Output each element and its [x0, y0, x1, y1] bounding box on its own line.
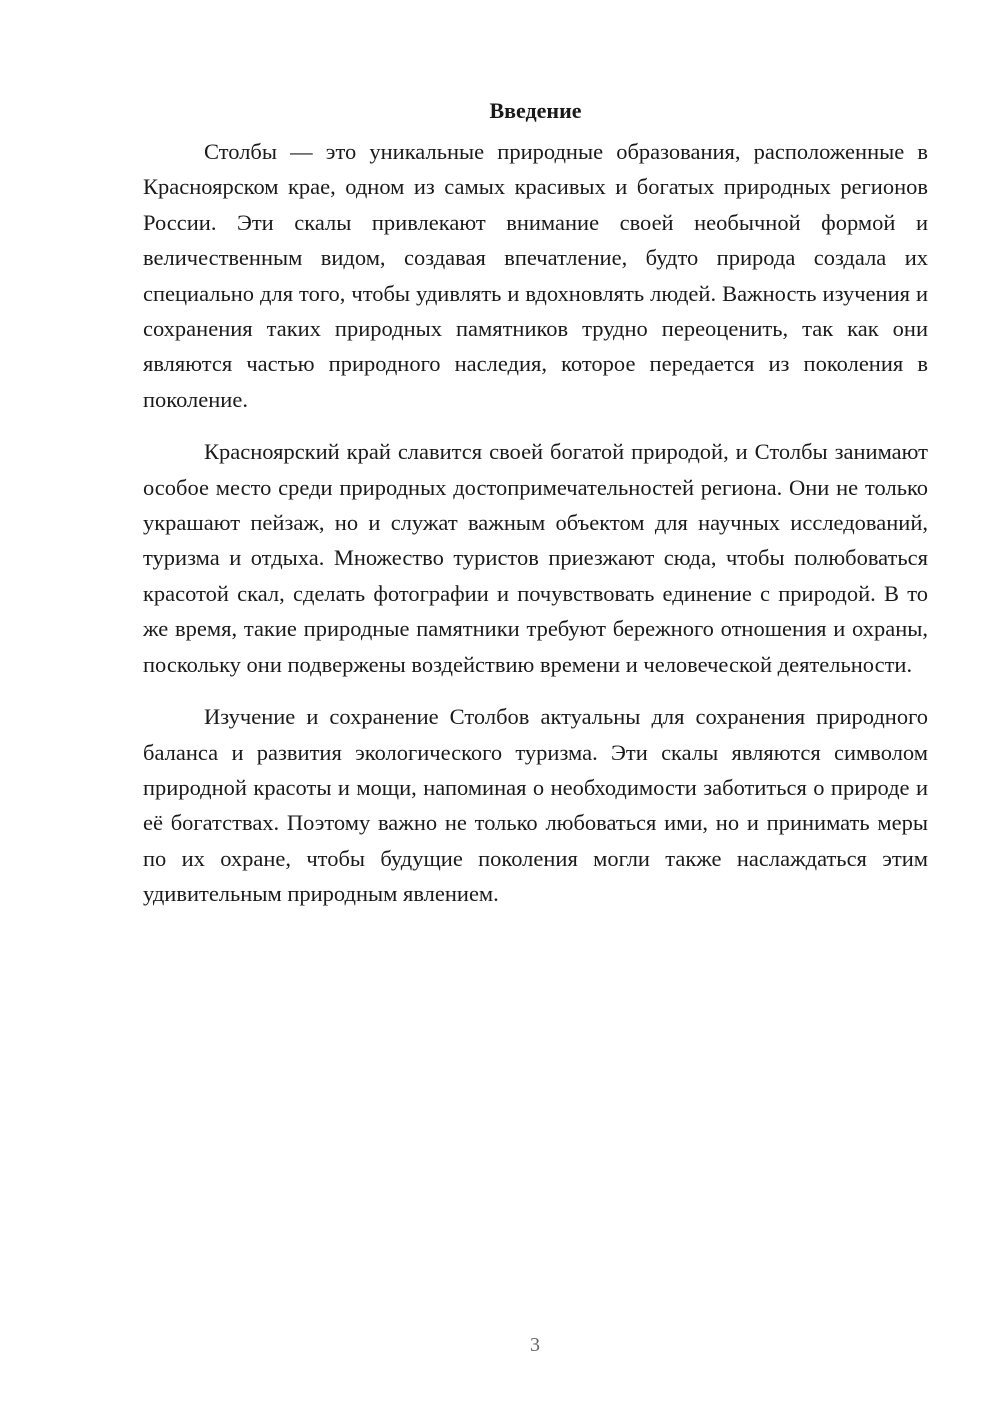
paragraph-spacer: [143, 682, 928, 699]
paragraph-3: Изучение и сохранение Столбов актуальны для сохранения природного баланса и развития экологического туризма. Эти скалы являются символом природной красоты и мощи, напоминая о необходимости заботиться о природе и её богатствах. Поэтому важно не только любоваться ими, но и принимать меры по их охране, чтобы будущие поколения могли также наслаждаться этим удивительным природным явлением.: [143, 704, 928, 907]
paragraph-1: Столбы — это уникальные природные образования, расположенные в Красноярском крае, одном из самых красивых и богатых природных регионов России. Эти скалы привлекают внимание своей необычной формой и величественным видом, создавая впечатление, будто природа создала их специально для того, чтобы удивлять и вдохновлять людей. Важность изучения и сохранения таких природных памятников трудно переоценить, так как они являются частью природного наследия, которое передается из поколения в поколение.: [143, 139, 928, 412]
page-content: [143, 96, 928, 912]
paragraph-spacer: [143, 417, 928, 434]
section-heading: Введение: [489, 98, 582, 123]
page-number: 3: [530, 1334, 540, 1356]
paragraph-2: Красноярский край славится своей богатой природой, и Столбы занимают особое место среди природных достопримечательностей региона. Они не только украшают пейзаж, но и служат важным объектом для научных исследований, туризма и отдыха. Множество туристов приезжают сюда, чтобы полюбоваться красотой скал, сделать фотографии и почувствовать единение с природой. В то же время, такие природные памятники требуют бережного отношения и охраны, поскольку они подвержены воздействию времени и человеческой деятельности.: [143, 439, 928, 677]
